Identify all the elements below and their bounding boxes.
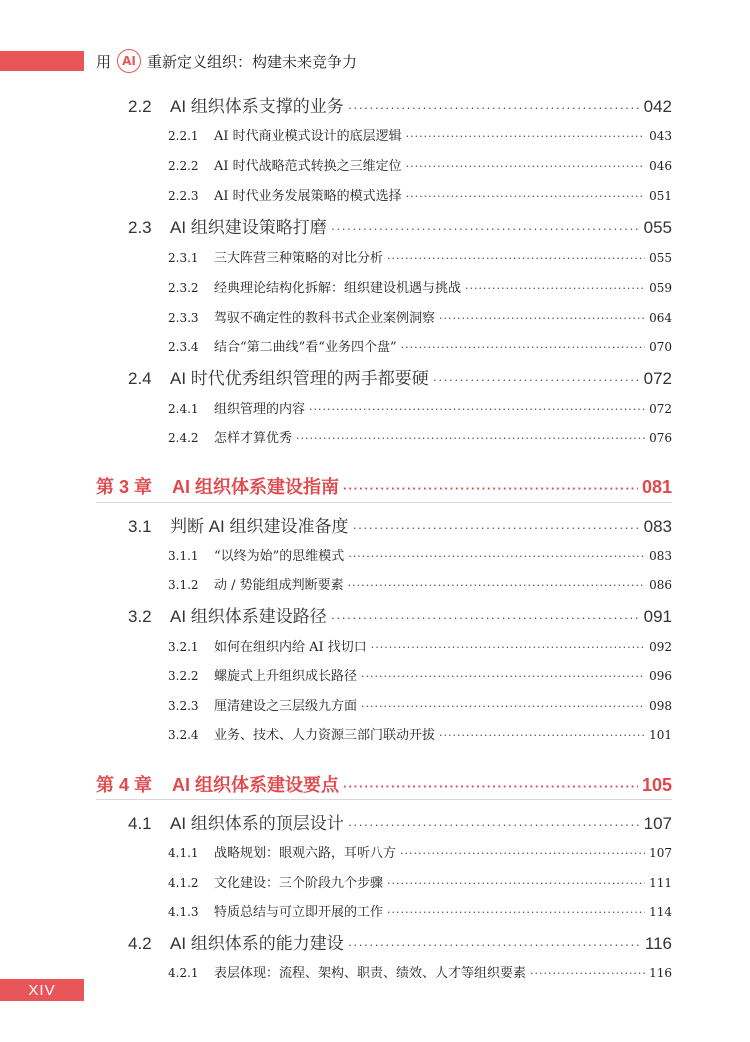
subsection-number: 3.2.3	[168, 699, 199, 713]
subsection-number: 3.2.4	[168, 728, 199, 742]
subsection-number: 4.1.2	[168, 876, 199, 890]
page-number: 042	[643, 97, 672, 116]
footer-page-tab	[0, 979, 84, 1001]
chapter-number: 第 3 章	[96, 477, 153, 497]
section-title: AI 组织体系的顶层设计	[170, 814, 344, 833]
subsection-title: 组织管理的内容	[214, 402, 306, 417]
dot-leader	[309, 403, 645, 416]
toc-subsection[interactable]	[168, 125, 672, 144]
page-number: 043	[649, 129, 672, 143]
page-number: 072	[643, 369, 672, 388]
chapter-title: AI 组织体系建设要点	[172, 775, 340, 795]
dot-leader	[331, 221, 640, 236]
section-title: AI 组织体系建设路径	[170, 607, 327, 626]
section-number: 3.2	[128, 607, 152, 626]
subsection-number: 2.3.2	[168, 281, 199, 295]
subsection-title: 文化建设：三个阶段九个步骤	[214, 876, 384, 891]
page-number: 096	[649, 669, 672, 683]
book-title	[96, 49, 357, 73]
subsection-number: 2.2.3	[168, 189, 199, 203]
dot-leader	[387, 877, 645, 890]
page-number: 070	[649, 340, 672, 354]
page-number: 116	[644, 934, 672, 953]
subsection-number: 4.1.1	[168, 846, 199, 860]
chapter-title: AI 组织体系建设指南	[172, 477, 340, 497]
subsection-title: 结合“第二曲线”看“业务四个盘”	[214, 340, 397, 355]
toc-subsection[interactable]	[168, 427, 672, 446]
dot-leader	[348, 817, 640, 832]
section-title: 判断 AI 组织建设准备度	[170, 517, 349, 536]
title-rest: 重新定义组织：构建未来竞争力	[147, 52, 358, 71]
dot-leader	[343, 779, 638, 794]
page-number: 105	[641, 775, 672, 795]
subsection-title: 厘清建设之三层级九方面	[214, 699, 358, 714]
page-number: 107	[643, 814, 672, 833]
page-number: 107	[649, 846, 672, 860]
chapter-number: 第 4 章	[96, 775, 153, 795]
toc-subsection[interactable]	[168, 901, 672, 920]
section-title: AI 组织体系的能力建设	[170, 934, 344, 953]
section-title: AI 时代优秀组织管理的两手都要硬	[170, 369, 429, 388]
toc-subsection[interactable]	[168, 574, 672, 593]
toc-subsection[interactable]	[168, 724, 672, 743]
toc-subsection[interactable]	[168, 636, 672, 655]
dot-leader	[465, 282, 645, 295]
subsection-number: 4.2.1	[168, 966, 199, 980]
dot-leader	[361, 700, 645, 713]
toc-subsection[interactable]	[168, 336, 672, 355]
toc-section[interactable]	[128, 92, 672, 117]
dot-leader	[348, 937, 641, 952]
subsection-title: AI 时代业务发展策略的模式选择	[214, 189, 402, 204]
section-title: AI 组织建设策略打磨	[170, 218, 327, 237]
footer-page-number: XIV	[28, 981, 56, 999]
toc-subsection[interactable]	[168, 842, 672, 861]
page-number: 055	[643, 218, 672, 237]
dot-leader	[406, 160, 645, 173]
toc-subsection[interactable]	[168, 247, 672, 266]
page-number: 076	[649, 431, 672, 445]
subsection-number: 2.4.1	[168, 402, 199, 416]
page-number: 086	[649, 578, 672, 592]
toc-section[interactable]	[128, 213, 672, 238]
page-number: 046	[649, 159, 672, 173]
page-number: 051	[649, 189, 672, 203]
title-prefix: 用	[96, 52, 112, 71]
toc-subsection[interactable]	[168, 277, 672, 296]
dot-leader	[361, 670, 645, 683]
section-number: 4.2	[128, 934, 152, 953]
header-accent-bar	[0, 51, 84, 71]
dot-leader	[296, 432, 645, 445]
toc-subsection[interactable]	[168, 307, 672, 326]
toc-subsection[interactable]	[168, 665, 672, 684]
section-title: AI 组织体系支撑的业务	[170, 97, 344, 116]
subsection-title: AI 时代商业模式设计的底层逻辑	[214, 129, 402, 144]
toc-subsection[interactable]	[168, 962, 672, 981]
subsection-number: 2.2.2	[168, 159, 199, 173]
dot-leader	[530, 967, 645, 980]
dot-leader	[371, 641, 645, 654]
page-number: 098	[649, 699, 672, 713]
section-number: 2.4	[128, 369, 152, 388]
page-number: 072	[649, 402, 672, 416]
subsection-number: 2.4.2	[168, 431, 199, 445]
dot-leader	[406, 190, 645, 203]
chapter-divider	[96, 502, 672, 503]
toc-section[interactable]	[128, 512, 672, 537]
page-number: 083	[649, 549, 672, 563]
subsection-title: 业务、技术、人力资源三部门联动开拔	[214, 728, 436, 743]
subsection-number: 3.2.2	[168, 669, 199, 683]
toc-section[interactable]	[128, 929, 672, 954]
section-number: 3.1	[128, 517, 152, 536]
subsection-title: 特质总结与可立即开展的工作	[214, 905, 384, 920]
subsection-title: 动 / 势能组成判断要素	[214, 578, 344, 593]
toc-section[interactable]	[128, 602, 672, 627]
toc-subsection[interactable]	[168, 545, 672, 564]
toc-chapter[interactable]	[96, 473, 672, 499]
page-number: 111	[649, 876, 672, 890]
page-number: 059	[649, 281, 672, 295]
toc-subsection[interactable]	[168, 398, 672, 417]
subsection-title: 三大阵营三种策略的对比分析	[214, 251, 384, 266]
dot-leader	[348, 100, 640, 115]
subsection-number: 2.2.1	[168, 129, 199, 143]
dot-leader	[406, 130, 645, 143]
page-number: 064	[649, 311, 672, 325]
section-number: 4.1	[128, 814, 152, 833]
dot-leader	[343, 481, 638, 496]
dot-leader	[348, 550, 645, 563]
page-number: 091	[643, 607, 672, 626]
toc-subsection[interactable]	[168, 155, 672, 174]
page-number: 055	[649, 251, 672, 265]
subsection-title: 战略规划：眼观六路，耳听八方	[214, 846, 397, 861]
subsection-number: 2.3.3	[168, 311, 199, 325]
page-number: 092	[649, 640, 672, 654]
dot-leader	[400, 847, 645, 860]
dot-leader	[439, 729, 645, 742]
subsection-title: 如何在组织内给 AI 找切口	[214, 640, 367, 655]
subsection-number: 3.2.1	[168, 640, 199, 654]
subsection-title: 表层体现：流程、架构、职责、绩效、人才等组织要素	[214, 966, 527, 981]
subsection-number: 3.1.1	[168, 549, 199, 563]
section-number: 2.3	[128, 218, 152, 237]
toc-section[interactable]	[128, 809, 672, 834]
section-number: 2.2	[128, 97, 152, 116]
subsection-title: 经典理论结构化拆解：组织建设机遇与挑战	[214, 281, 462, 296]
subsection-title: “以终为始”的思维模式	[214, 549, 345, 564]
toc-subsection[interactable]	[168, 695, 672, 714]
dot-leader	[348, 579, 645, 592]
subsection-title: 怎样才算优秀	[214, 431, 293, 446]
dot-leader	[387, 906, 645, 919]
subsection-number: 4.1.3	[168, 905, 199, 919]
toc-section[interactable]	[128, 364, 672, 389]
subsection-title: 驾驭不确定性的教科书式企业案例洞察	[214, 311, 436, 326]
subsection-number: 3.1.2	[168, 578, 199, 592]
page-number: 116	[649, 966, 672, 980]
page-number: 081	[641, 477, 672, 497]
toc-chapter[interactable]	[96, 771, 672, 797]
toc-subsection[interactable]	[168, 185, 672, 204]
subsection-title: AI 时代战略范式转换之三维定位	[214, 159, 402, 174]
subsection-title: 螺旋式上升组织成长路径	[214, 669, 358, 684]
dot-leader	[439, 312, 645, 325]
page-number: 101	[649, 728, 672, 742]
subsection-number: 2.3.1	[168, 251, 199, 265]
dot-leader	[331, 610, 640, 625]
page-number: 083	[643, 517, 672, 536]
dot-leader	[401, 341, 646, 354]
running-header	[0, 47, 750, 75]
dot-leader	[387, 252, 645, 265]
dot-leader	[433, 372, 640, 387]
ai-circle-badge: AI	[117, 49, 141, 73]
page-number: 114	[649, 905, 672, 919]
subsection-number: 2.3.4	[168, 340, 199, 354]
chapter-divider	[96, 799, 672, 800]
dot-leader	[353, 520, 640, 535]
toc-subsection[interactable]	[168, 872, 672, 891]
